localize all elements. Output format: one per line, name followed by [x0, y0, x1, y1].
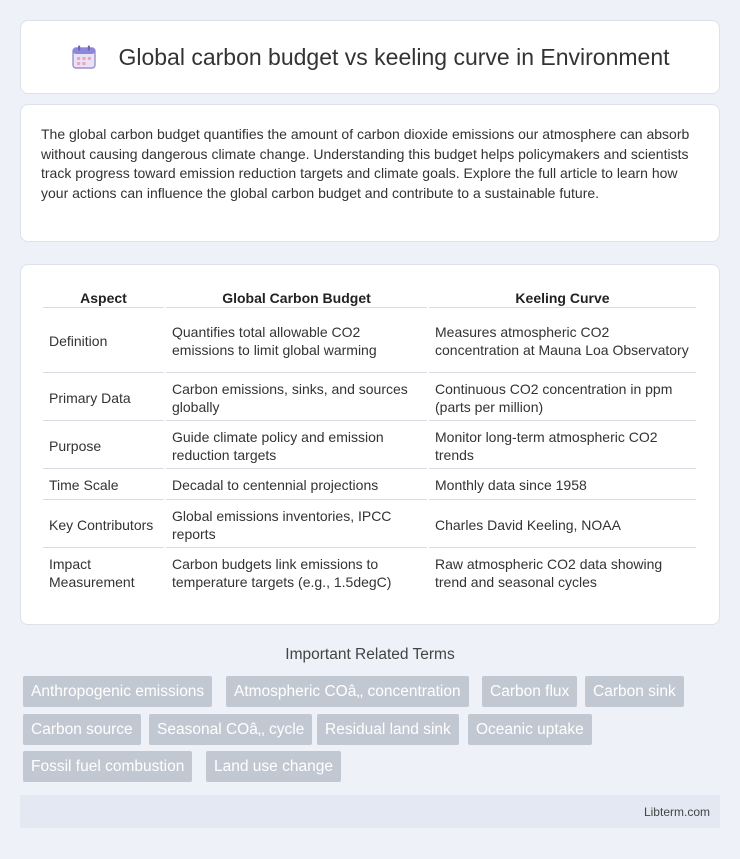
tag-anthropogenic-emissions[interactable]: Anthropogenic emissions [23, 676, 212, 707]
table-cell: Measures atmospheric CO2 concentration at Mauna Loa Observatory [429, 310, 696, 373]
table-row [43, 310, 696, 373]
footer [20, 795, 720, 828]
table-cell: Guide climate policy and emission reduction targets [166, 423, 427, 469]
table-cell: Purpose [43, 423, 164, 469]
related-terms-title: Important Related Terms [285, 646, 455, 663]
table-cell: Impact Measurement [49, 556, 135, 590]
table-header-row [43, 288, 696, 308]
table-row [43, 423, 696, 469]
table-cell: Monthly data since 1958 [429, 471, 696, 500]
tag-carbon-flux[interactable]: Carbon flux [482, 676, 577, 707]
table-row [43, 502, 696, 548]
table-cell: Decadal to centennial projections [166, 471, 427, 500]
calendar-icon [70, 43, 98, 71]
table-cell: Quantifies total allowable CO2 emissions to limit global warming [166, 310, 427, 373]
tag-fossil-fuel-combustion[interactable]: Fossil fuel combustion [23, 751, 192, 782]
comparison-table [41, 286, 698, 598]
table-cell: Carbon budgets link emissions to temperature targets (e.g., 1.5degC) [172, 556, 392, 590]
table-cell: Raw atmospheric CO2 data showing trend and seasonal cycles [435, 556, 663, 590]
header-keeling-curve: Keeling Curve [429, 288, 696, 308]
tag-carbon-source[interactable]: Carbon source [23, 714, 141, 745]
table-cell: Time Scale [43, 471, 164, 500]
tag-land-use-change[interactable]: Land use change [206, 751, 341, 782]
table-cell: Continuous CO2 concentration in ppm (parts per million) [429, 375, 696, 421]
header-aspect: Aspect [43, 288, 164, 308]
table-cell: Definition [43, 310, 164, 373]
table-row [43, 550, 696, 596]
table-cell: Carbon emissions, sinks, and sources globally [166, 375, 427, 421]
table-row [43, 375, 696, 421]
tag-oceanic-uptake[interactable]: Oceanic uptake [468, 714, 592, 745]
table-cell: Charles David Keeling, NOAA [429, 502, 696, 548]
tag-residual-land-sink[interactable]: Residual land sink [317, 714, 459, 745]
tag-seasonal-co2-cycle[interactable]: Seasonal COâ‚‚ cycle [149, 714, 312, 745]
title-card [20, 20, 720, 94]
header-global-carbon-budget: Global Carbon Budget [166, 288, 427, 308]
table-cell: Primary Data [43, 375, 164, 421]
tag-atmospheric-co2-concentration[interactable]: Atmospheric COâ‚‚ concentration [226, 676, 469, 707]
intro-card [20, 104, 720, 242]
intro-paragraph: The global carbon budget quantifies the amount of carbon dioxide emissions our atmosphere can absorb without causing dangerous climate change. Understanding this budget helps policymakers and scientists track progress toward emission reduction targets and climate goals. Explore the full article to learn how your actions can influence the global carbon budget and contribute to a sustainable future. [41, 126, 690, 201]
page-title: Global carbon budget vs keeling curve in Environment [118, 43, 670, 70]
tag-carbon-sink[interactable]: Carbon sink [585, 676, 684, 707]
table-cell: Key Contributors [43, 502, 164, 548]
table-cell: Global emissions inventories, IPCC reports [166, 502, 427, 548]
table-cell: Monitor long-term atmospheric CO2 trends [429, 423, 696, 469]
footer-brand[interactable]: Libterm.com [643, 804, 710, 819]
table-row [43, 471, 696, 500]
comparison-card [20, 264, 720, 625]
